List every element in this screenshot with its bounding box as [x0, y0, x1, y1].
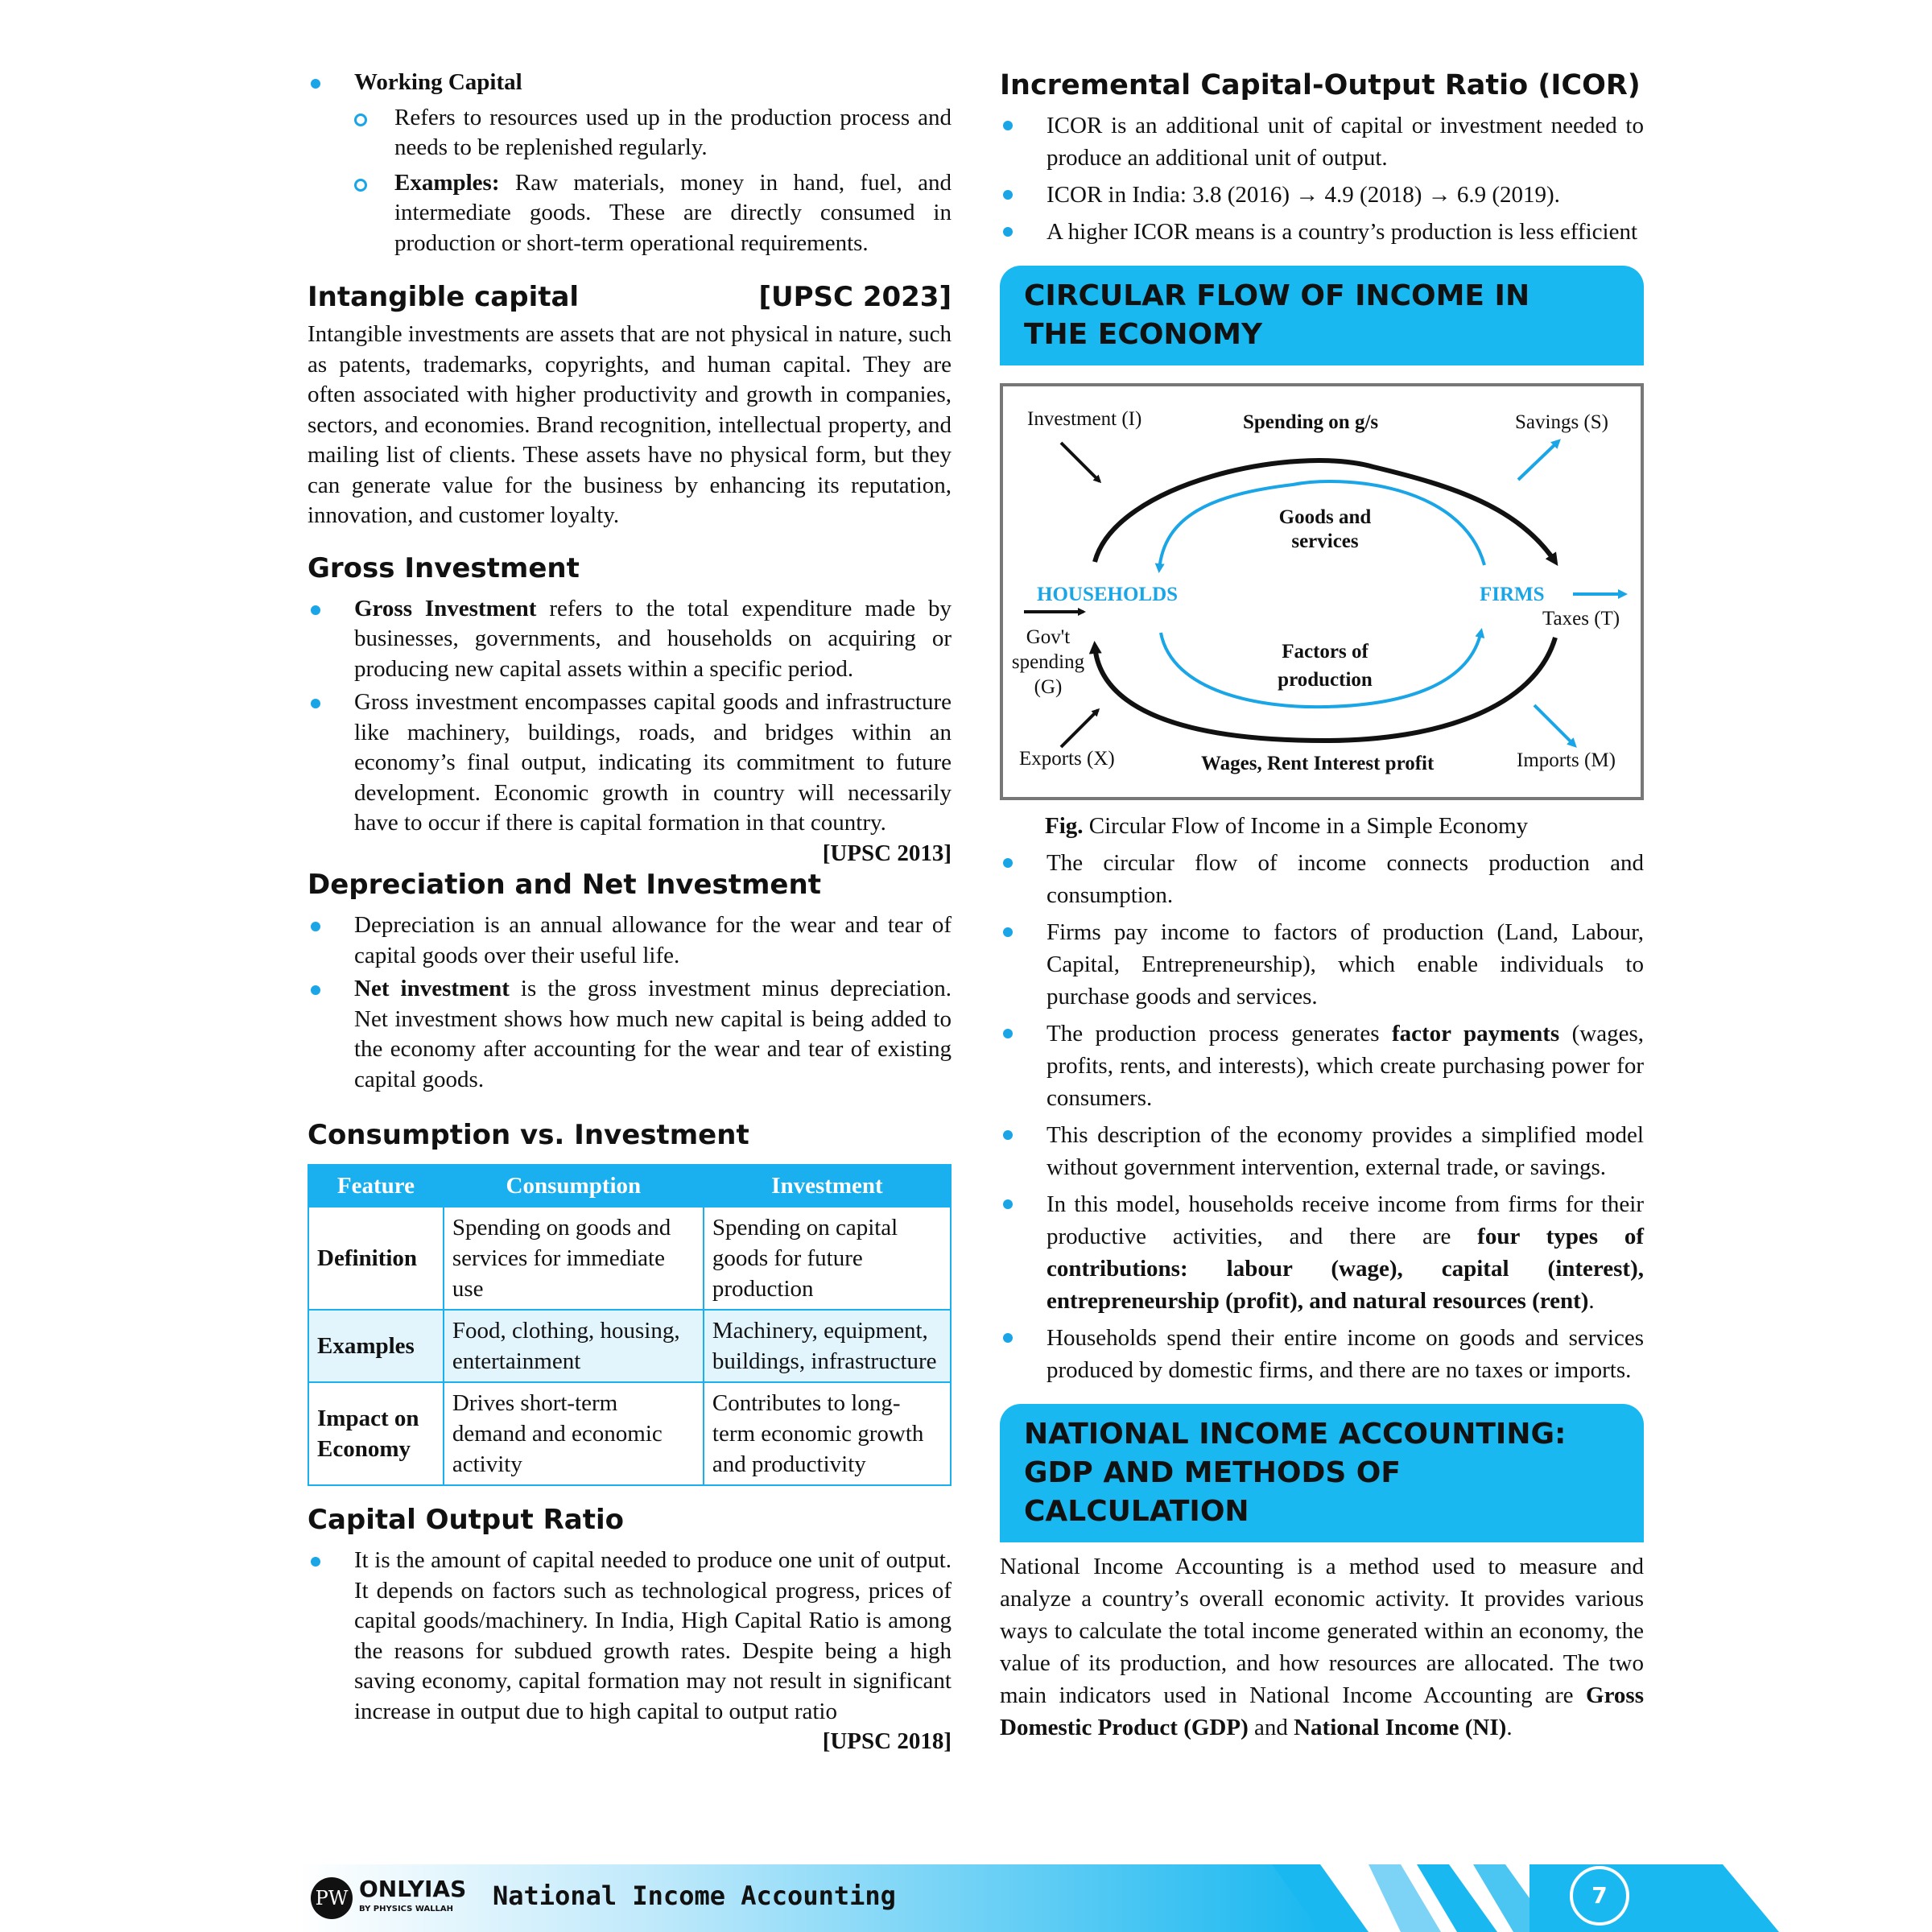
gross-tag: [UPSC 2013] — [822, 840, 952, 866]
flow-bullet-1: The circular flow of income connects production and consumption. — [1000, 847, 1644, 911]
gov-line: Gov't — [1026, 626, 1071, 648]
label-households: HOUSEHOLDS — [1037, 584, 1179, 605]
imports-arrow — [1534, 705, 1575, 745]
net-investment-bold: Net investment — [354, 976, 510, 1001]
nia-end: . — [1506, 1714, 1513, 1740]
nia-gdp: Gross Domestic Product (GDP) — [1000, 1682, 1644, 1740]
capital-output-heading: Capital Output Ratio — [308, 1504, 624, 1536]
b5-pre: In this model, households receive income from firms for their productive activities, and there are — [1046, 1191, 1644, 1249]
flow-bullet-2: Firms pay income to factors of production (Land, Labour, Capital, Entrepreneurship), which enable individuals to purchase goods and services. — [1000, 916, 1644, 1013]
label-factors — [1253, 638, 1397, 694]
table-cell: Machinery, equipment, buildings, infrastructure — [704, 1310, 951, 1382]
table-cell: Examples — [308, 1310, 444, 1382]
nia-mid: and — [1248, 1714, 1294, 1740]
sub-bullet-examples — [308, 168, 952, 259]
working-capital-title: Working Capital — [354, 69, 522, 95]
banner-line: GDP AND METHODS OF CALCULATION — [1024, 1455, 1401, 1528]
gross-bold: Gross Investment — [354, 595, 537, 621]
table-header-row — [308, 1165, 951, 1207]
intangible-tag: [UPSC 2023] — [758, 281, 952, 313]
table-cell: Food, clothing, housing, entertainment — [444, 1310, 704, 1382]
label-investment: Investment (I) — [1027, 408, 1142, 430]
table-cell: Spending on goods and services for immediate use — [444, 1207, 704, 1310]
nia-ni: National Income (NI) — [1294, 1714, 1507, 1740]
brand-sub: BY PHYSICS WALLAH — [359, 1905, 454, 1913]
depreciation-bullet-2 — [308, 974, 952, 1095]
nia-paragraph — [1000, 1550, 1644, 1744]
footer-band — [0, 1864, 1932, 1932]
icor-bullet-3: A higher ICOR means is a country’s production is less efficient — [1000, 216, 1644, 248]
sub-bullet-text: Refers to resources used up in the production process and needs to be replenished regularly. — [394, 104, 952, 160]
examples-label: Examples: — [394, 169, 500, 196]
icor-bullet-1: ICOR is an additional unit of capital or investment needed to produce an additional unit of output. — [1000, 109, 1644, 174]
banner-line: NATIONAL INCOME ACCOUNTING: — [1024, 1417, 1567, 1451]
table-cell: Drives short-term demand and economic activity — [444, 1382, 704, 1485]
gross-b1-text: refers to the total expenditure made by businesses, governments, and households on acquiring or producing new capital assets within a specific period. — [354, 595, 952, 682]
intangible-paragraph: Intangible investments are assets that are not physical in nature, such as patents, trademarks, copyrights, and human capital. They are often associated with higher productivity and growth in companies, sectors, and economies. Brand recognition, intellectual property, and mailing list of clients. These assets have no physical form, but they can generate value for the business by enhancing its reputation, innovation, and customer loyalty. — [308, 321, 952, 528]
page-footer — [0, 1864, 1932, 1932]
depreciation-heading: Depreciation and Net Investment — [308, 869, 821, 901]
table-row — [308, 1310, 951, 1382]
exports-arrow — [1061, 710, 1098, 747]
capital-output-text: It is the amount of capital needed to produce one unit of output. It depends on factors such as technological progress, prices of capital goods/machinery. In India, High Capital Ratio is among the reasons for subdued growth rates. Despite being a high saving economy, capital formation may not result in significant increase in output due to high capital to output ratio — [354, 1547, 952, 1724]
label-imports: Imports (M) — [1517, 749, 1616, 771]
figure-caption — [1000, 811, 1644, 842]
national-income-banner — [1000, 1404, 1644, 1542]
nia-text: National Income Accounting is a method used to measure and analyze a country’s overall economic activity. It provides various ways to calculate the total income generated within an economy, the value of its production, and how resources are allocated. The two main indicators used in National Income Accounting are — [1000, 1553, 1644, 1708]
savings-arrow — [1518, 441, 1558, 480]
gross-b2-text: Gross investment encompasses capital goods and infrastructure like machinery, buildings, roads, and bridges within an economy’s final output, indicating its commitment to future development. Economic growth in country will necessarily have to occur if there is capital formation in that country. — [354, 689, 952, 836]
pw-logo-icon: PW — [311, 1877, 353, 1919]
circular-flow-diagram — [1000, 383, 1644, 800]
banner-line: THE ECONOMY — [1024, 318, 1263, 351]
footer-title: National Income Accounting — [493, 1880, 896, 1911]
table-header: Investment — [704, 1165, 951, 1207]
examples-text: Raw materials, money in hand, fuel, and intermediate goods. These are directly consumed in production or short-term operational requirements. — [394, 169, 952, 256]
table-cell: Impact on Economy — [308, 1382, 444, 1485]
gov-line: (G) — [1034, 676, 1063, 698]
table-row — [308, 1382, 951, 1485]
b3-bold: factor payments — [1391, 1020, 1560, 1046]
gov-line: spending — [1011, 651, 1085, 673]
gross-bullet-2 — [308, 687, 952, 866]
label-spending: Spending on g/s — [1243, 411, 1379, 433]
depreciation-bullet-1: Depreciation is an annual allowance for the wear and tear of capital goods over their useful life. — [308, 910, 952, 971]
capital-output-tag: [UPSC 2018] — [822, 1728, 952, 1754]
flow-bullet-5 — [1000, 1188, 1644, 1317]
circular-flow-banner — [1000, 266, 1644, 365]
b5-post: . — [1588, 1287, 1595, 1314]
goods-line: services — [1291, 530, 1359, 552]
capital-output-bullet — [308, 1546, 952, 1754]
icor-bullet-2: ICOR in India: 3.8 (2016) → 4.9 (2018) → 6.9 (2019). — [1000, 179, 1644, 211]
brand-name: ONLYIAS — [359, 1876, 467, 1902]
right-column — [1000, 64, 1644, 1744]
table-cell: Definition — [308, 1207, 444, 1310]
label-taxes: Taxes (T) — [1542, 608, 1620, 630]
consumption-heading: Consumption vs. Investment — [308, 1119, 749, 1151]
gross-investment-heading: Gross Investment — [308, 551, 580, 584]
b3-pre: The production process generates — [1046, 1020, 1392, 1046]
b5-bold: four types of contributions: labour (wage), capital (interest), entrepreneurship (profit), and natural resources (rent) — [1046, 1223, 1644, 1314]
intangible-title: Intangible capital — [308, 281, 580, 313]
banner-line: CIRCULAR FLOW OF INCOME IN — [1024, 279, 1530, 312]
icor-heading: Incremental Capital-Output Ratio (ICOR) — [1000, 69, 1641, 101]
net-investment-text: is the gross investment minus depreciation. Net investment shows how much new capital is being added to the economy after accounting for the wear and tear of existing capital goods. — [354, 976, 952, 1092]
sub-bullet-replenished — [308, 103, 952, 163]
label-exports: Exports (X) — [1019, 748, 1115, 770]
gross-bullet-1 — [308, 594, 952, 685]
table-cell: Contributes to long-term economic growth and productivity — [704, 1382, 951, 1485]
table-header: Feature — [308, 1165, 444, 1207]
table-header: Consumption — [444, 1165, 704, 1207]
label-gov-spending — [1008, 625, 1088, 700]
table-row — [308, 1207, 951, 1310]
caption-label: Fig. — [1045, 813, 1084, 839]
label-wages: Wages, Rent Interest profit — [1201, 753, 1435, 774]
flow-bullet-3 — [1000, 1018, 1644, 1114]
investment-arrow — [1061, 443, 1100, 481]
b3-post: (wages, profits, rents, and interests), which create purchasing power for consumers. — [1046, 1020, 1645, 1111]
table-cell: Spending on capital goods for future production — [704, 1207, 951, 1310]
factors-line: Factors of — [1282, 641, 1368, 663]
consumption-investment-table — [308, 1164, 952, 1486]
page-number: 7 — [1570, 1866, 1629, 1926]
flow-bullet-6: Households spend their entire income on goods and services produced by domestic firms, and there are no taxes or imports. — [1000, 1322, 1644, 1386]
label-goods-services — [1269, 506, 1381, 554]
flow-bullet-4: This description of the economy provides a simplified model without government intervention, external trade, or savings. — [1000, 1119, 1644, 1183]
label-savings: Savings (S) — [1515, 411, 1608, 433]
intangible-heading — [308, 281, 952, 313]
factors-line: production — [1278, 669, 1373, 691]
bullet-working-capital — [308, 68, 952, 98]
goods-line: Goods and — [1278, 506, 1372, 528]
left-column — [308, 64, 952, 1757]
caption-text: Circular Flow of Income in a Simple Economy — [1083, 813, 1529, 839]
label-firms: FIRMS — [1480, 584, 1545, 605]
